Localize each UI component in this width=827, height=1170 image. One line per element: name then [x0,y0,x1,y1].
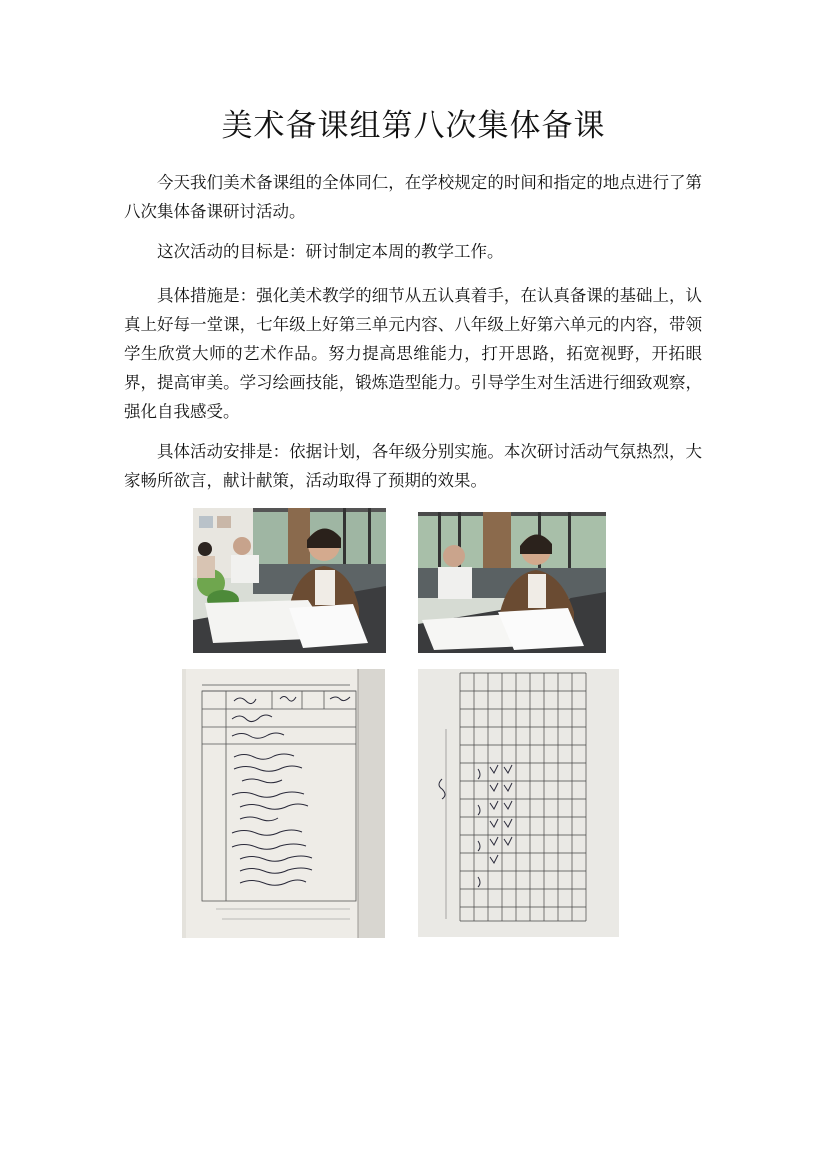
paragraph-measures: 具体措施是：强化美术教学的细节从五认真着手，在认真备课的基础上，认真上好每一堂课，七年级上好第三单元内容、八年级上好第六单元的内容，带领学生欣赏大师的艺术作品。努力提高思维能力，打开思路，拓宽视野，开拓眼界，提高审美。学习绘画技能，锻炼造型能力。引导学生对生活进行细致观察，强化自我感受。 [124,286,702,421]
paragraph-arrangement: 具体活动安排是：依据计划，各年级分别实施。本次研讨活动气氛热烈，大家畅所欲言，献计献策，活动取得了预期的效果。 [124,442,702,490]
scan-attendance-sheet [418,669,619,937]
paragraph-intro: 今天我们美术备课组的全体同仁，在学校规定的时间和指定的地点进行了第八次集体备课研讨活动。 [124,173,702,221]
photo-meeting-1 [193,508,386,653]
paragraph-goal: 这次活动的目标是：研讨制定本周的教学工作。 [157,242,504,261]
scan-record-form [182,669,385,938]
photo-meeting-2 [418,512,606,653]
document-title: 美术备课组第八次集体备课 [221,108,606,144]
